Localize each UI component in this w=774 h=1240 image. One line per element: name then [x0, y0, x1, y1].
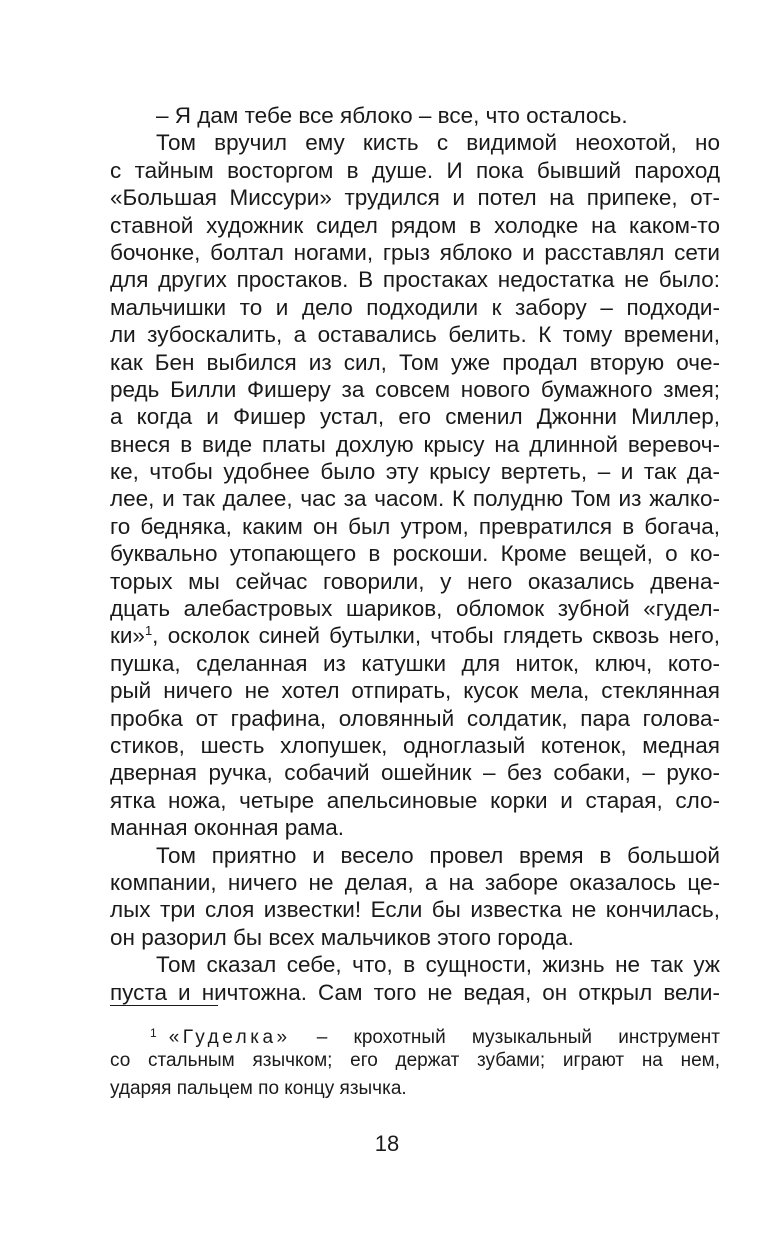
- text-line: буквально утопающего в роскоши. Кроме вещей, о ко-: [110, 541, 720, 567]
- text-line: с тайным восторгом в душе. И пока бывший пароход: [110, 157, 720, 183]
- footnote-line: [110, 1019, 720, 1047]
- text-line: Том сказал себе, что, в сущности, жизнь не так уж: [156, 952, 720, 978]
- text-line: [110, 622, 720, 649]
- text-line: пуста и ничтожна. Сам того не ведая, он открыл вели-: [110, 979, 720, 1005]
- text-fragment: , осколок синей бутылки, чтобы глядеть сквозь него,: [152, 623, 720, 649]
- footnote-text: – крохотный музыкальный инструмент: [290, 1027, 720, 1048]
- text-line: рый ничего не хотел отпирать, кусок мела, стеклянная: [110, 678, 720, 704]
- text-line: ятка ножа, четыре апельсиновые корки и старая, сло-: [110, 787, 720, 813]
- footnote-divider: [110, 1005, 218, 1006]
- footnote: [110, 1019, 720, 1103]
- text-line: для других простаков. В простаках недостатка не было:: [110, 267, 720, 293]
- text-line: редь Билли Фишеру за совсем нового бумажного змея;: [110, 376, 720, 402]
- text-line: он разорил бы всех мальчиков этого города.: [110, 924, 574, 950]
- text-line: мальчишки то и дело подходили к забору – подходи-: [110, 294, 720, 320]
- text-line: ставной художник сидел рядом в холодке на каком-то: [110, 212, 720, 238]
- text-line: «Большая Миссури» трудился и потел на припеке, от-: [110, 185, 720, 211]
- footnote-marker: 1: [150, 1026, 157, 1040]
- text-line: Том вручил ему кисть с видимой неохотой, но: [156, 130, 720, 156]
- text-line: лее, и так далее, час за часом. К полудню Том из жалко-: [110, 486, 720, 512]
- main-text: [110, 102, 720, 1006]
- text-line: а когда и Фишер устал, его сменил Джонни Миллер,: [110, 404, 720, 430]
- text-line: – Я дам тебе все яблоко – все, что осталось.: [156, 103, 628, 128]
- text-line: стиков, шесть хлопушек, одноглазый котенок, медная: [110, 732, 720, 758]
- text-line: ке, чтобы удобнее было эту крысу вертеть, – и так да-: [110, 459, 720, 485]
- footnote-reference[interactable]: 1: [144, 623, 153, 639]
- text-line: лых три слоя известки! Если бы известка не кончилась,: [110, 897, 720, 923]
- text-line: внеся в виде платы дохлую крысу на длинной веревоч-: [110, 431, 720, 457]
- text-line: дверная ручка, собачий ошейник – без собаки, – руко-: [110, 760, 720, 786]
- text-line: пушка, сделанная из катушки для ниток, ключ, кото-: [110, 650, 720, 676]
- footnote-line: ударяя пальцем по концу язычка.: [110, 1078, 407, 1099]
- text-line: го бедняка, каким он был утром, превратился в богача,: [110, 513, 720, 539]
- text-line: ли зубоскалить, а оставались белить. К тому времени,: [110, 322, 720, 348]
- page-number: 18: [374, 1131, 400, 1156]
- text-fragment: ки»: [110, 623, 145, 649]
- text-line: как Бен выбился из сил, Том уже продал вторую оче-: [110, 349, 720, 375]
- text-line: пробка от графина, оловянный солдатик, пара голова-: [110, 705, 720, 731]
- text-line: торых мы сейчас говорили, у него оказались двена-: [110, 568, 720, 594]
- footnote-term: «Гуделка»: [168, 1027, 291, 1048]
- text-line: манная оконная рама.: [110, 815, 344, 841]
- footnote-line: со стальным язычком; его держат зубами; играют на нем,: [110, 1050, 720, 1071]
- text-line: бочонке, болтал ногами, грыз яблоко и расставлял сети: [110, 239, 720, 265]
- text-line: компании, ничего не делая, а на заборе оказалось це-: [110, 869, 720, 895]
- text-line: Том приятно и весело провел время в большой: [156, 842, 720, 868]
- text-line: дцать алебастровых шариков, обломок зубной «гудел-: [110, 596, 720, 622]
